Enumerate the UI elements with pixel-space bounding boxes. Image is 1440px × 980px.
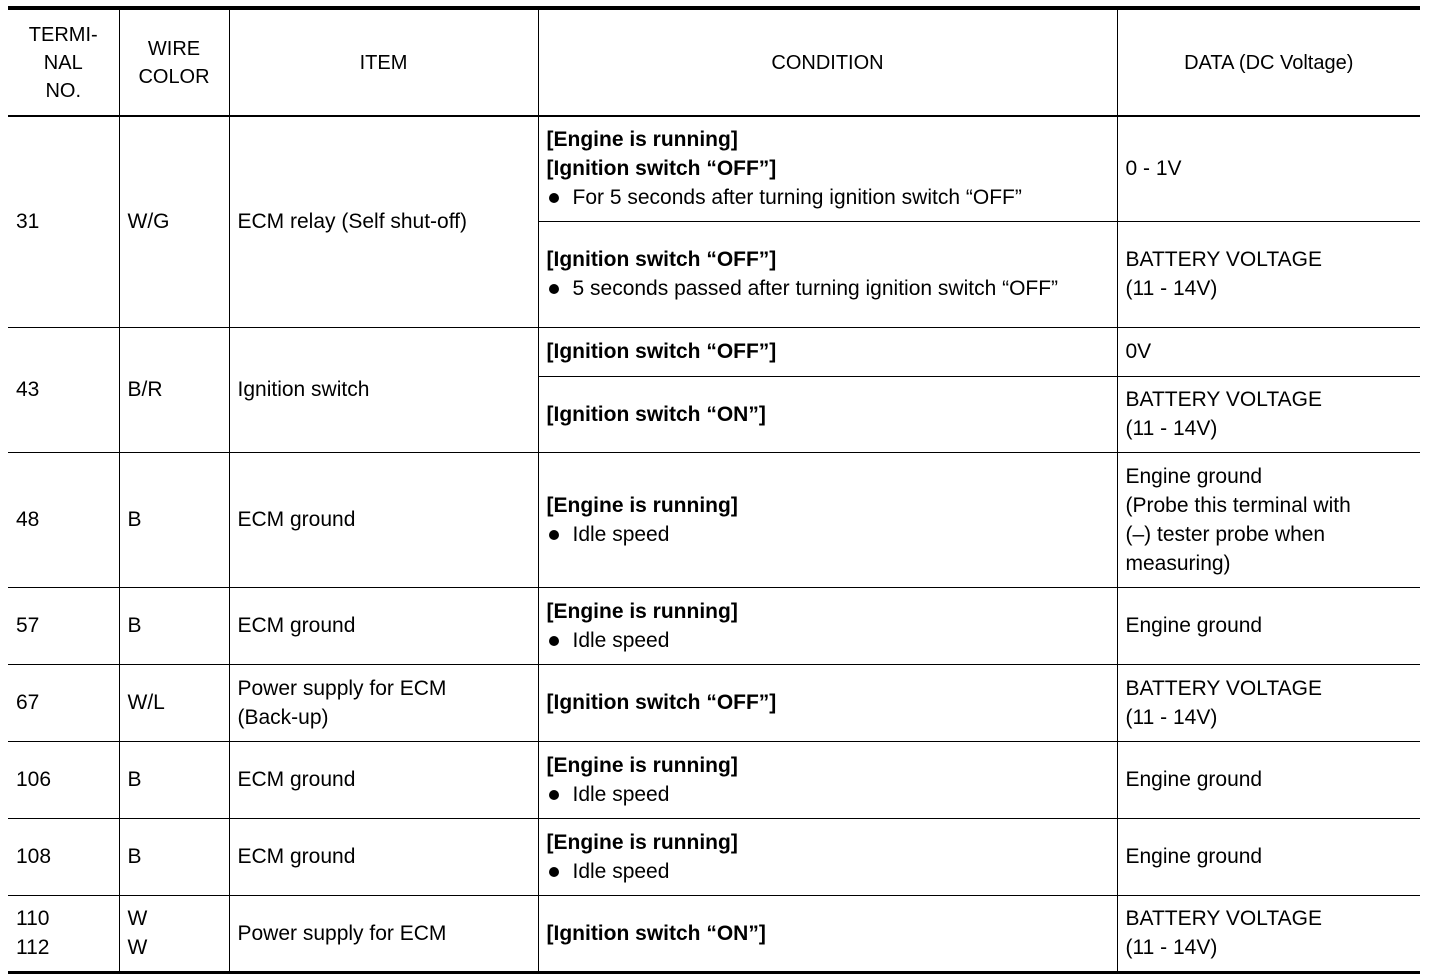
condition-bullet xyxy=(547,780,1109,809)
wire-color xyxy=(119,895,229,972)
wire-line: W xyxy=(127,936,148,959)
header-wire-line2: COLOR xyxy=(138,65,210,88)
bullet-icon xyxy=(549,867,559,877)
wire-color: W/L xyxy=(119,664,229,741)
data-line: BATTERY VOLTAGE xyxy=(1125,676,1322,700)
header-wire-line1: WIRE xyxy=(147,37,201,60)
data-value: 0V xyxy=(1117,327,1420,376)
condition-bullet xyxy=(547,183,1109,212)
terminal-line: 110 xyxy=(16,907,50,930)
item: ECM ground xyxy=(229,452,538,587)
item: Ignition switch xyxy=(229,327,538,452)
table-row xyxy=(8,664,1420,741)
item xyxy=(229,664,538,741)
data-value xyxy=(1117,221,1420,327)
header-condition: CONDITION xyxy=(538,8,1117,116)
data-line: (11 - 14V) xyxy=(1125,417,1218,440)
condition xyxy=(538,116,1117,221)
data-line: (11 - 14V) xyxy=(1125,936,1218,959)
terminal-line: 112 xyxy=(16,936,50,959)
condition xyxy=(538,452,1117,587)
condition xyxy=(538,741,1117,818)
condition-bullet xyxy=(547,857,1109,886)
condition-state: [Ignition switch “OFF”] xyxy=(546,248,777,271)
condition-bullet-text: Idle speed xyxy=(572,522,670,546)
table-row xyxy=(8,116,1420,221)
data-value xyxy=(1117,452,1420,587)
item-line: Power supply for ECM xyxy=(237,676,447,700)
data-value: Engine ground xyxy=(1117,587,1420,664)
data-line: (11 - 14V) xyxy=(1125,705,1218,729)
wire-line: W xyxy=(127,907,148,930)
condition-bullet xyxy=(547,626,1109,655)
condition xyxy=(538,327,1117,376)
item: ECM ground xyxy=(229,587,538,664)
table-row xyxy=(8,895,1420,972)
table-row xyxy=(8,818,1420,895)
header-terminal-no xyxy=(8,8,119,116)
table-row xyxy=(8,452,1420,587)
wire-color: B/R xyxy=(119,327,229,452)
item-line: (Back-up) xyxy=(237,705,329,729)
condition-state: [Ignition switch “OFF”] xyxy=(546,691,777,714)
table-row xyxy=(8,327,1420,376)
table-row xyxy=(8,587,1420,664)
condition xyxy=(538,376,1117,452)
item: Power supply for ECM xyxy=(229,895,538,972)
condition-state: [Engine is running] xyxy=(546,753,738,777)
condition xyxy=(538,664,1117,741)
data-value: Engine ground xyxy=(1117,741,1420,818)
condition-state: [Engine is running] xyxy=(546,599,738,623)
header-terminal-line1: TERMI- xyxy=(28,23,98,46)
data-value: 0 - 1V xyxy=(1117,116,1420,221)
terminal-no: 67 xyxy=(8,664,119,741)
data-value: Engine ground xyxy=(1117,818,1420,895)
condition-state: [Engine is running] xyxy=(546,128,738,152)
data-value xyxy=(1117,376,1420,452)
wire-color: W/G xyxy=(119,116,229,327)
terminal-no: 48 xyxy=(8,452,119,587)
condition xyxy=(538,587,1117,664)
condition-bullet xyxy=(547,274,1109,303)
data-line: (Probe this terminal with xyxy=(1125,493,1351,517)
bullet-icon xyxy=(549,636,559,646)
condition-state: [Ignition switch “OFF”] xyxy=(546,157,777,181)
condition-state: [Engine is running] xyxy=(546,830,738,854)
terminal-no xyxy=(8,895,119,972)
bullet-icon xyxy=(549,193,559,203)
table-row xyxy=(8,741,1420,818)
wire-color: B xyxy=(119,741,229,818)
data-value xyxy=(1117,664,1420,741)
item: ECM relay (Self shut-off) xyxy=(229,116,538,327)
terminal-no: 106 xyxy=(8,741,119,818)
header-terminal-line3: NO. xyxy=(45,79,82,102)
header-wire-color xyxy=(119,8,229,116)
bullet-icon xyxy=(549,790,559,800)
condition xyxy=(538,221,1117,327)
bullet-icon xyxy=(549,284,559,294)
wire-color: B xyxy=(119,452,229,587)
header-data: DATA (DC Voltage) xyxy=(1117,8,1420,116)
condition xyxy=(538,818,1117,895)
wire-color: B xyxy=(119,818,229,895)
data-line: (–) tester probe when xyxy=(1125,522,1326,546)
header-terminal-line2: NAL xyxy=(43,51,83,74)
condition-bullet xyxy=(547,520,1109,549)
data-line: measuring) xyxy=(1125,551,1231,575)
condition-state: [Ignition switch “ON”] xyxy=(546,921,766,945)
data-line: BATTERY VOLTAGE xyxy=(1125,907,1322,930)
condition-bullet-text: Idle speed xyxy=(572,782,670,806)
header-row xyxy=(8,8,1420,116)
condition-state: [Ignition switch “ON”] xyxy=(546,402,766,426)
condition-bullet-text: For 5 seconds after turning ignition switch “OFF” xyxy=(572,186,1022,210)
data-value xyxy=(1117,895,1420,972)
terminal-no: 108 xyxy=(8,818,119,895)
terminal-no: 31 xyxy=(8,116,119,327)
terminal-no: 43 xyxy=(8,327,119,452)
condition-bullet-text: 5 seconds passed after turning ignition switch “OFF” xyxy=(572,277,1059,300)
condition xyxy=(538,895,1117,972)
condition-state: [Engine is running] xyxy=(546,493,738,517)
data-line: Engine ground xyxy=(1125,464,1263,488)
ecm-terminal-table-page xyxy=(8,6,1420,972)
item: ECM ground xyxy=(229,818,538,895)
terminal-no: 57 xyxy=(8,587,119,664)
data-line: BATTERY VOLTAGE xyxy=(1125,248,1322,271)
item: ECM ground xyxy=(229,741,538,818)
condition-bullet-text: Idle speed xyxy=(572,859,670,883)
bullet-icon xyxy=(549,530,559,540)
condition-state: [Ignition switch “OFF”] xyxy=(546,340,777,363)
condition-bullet-text: Idle speed xyxy=(572,628,670,652)
wire-color: B xyxy=(119,587,229,664)
ecm-terminal-table xyxy=(8,6,1420,974)
data-line: (11 - 14V) xyxy=(1125,277,1218,300)
header-item: ITEM xyxy=(229,8,538,116)
data-line: BATTERY VOLTAGE xyxy=(1125,388,1322,411)
